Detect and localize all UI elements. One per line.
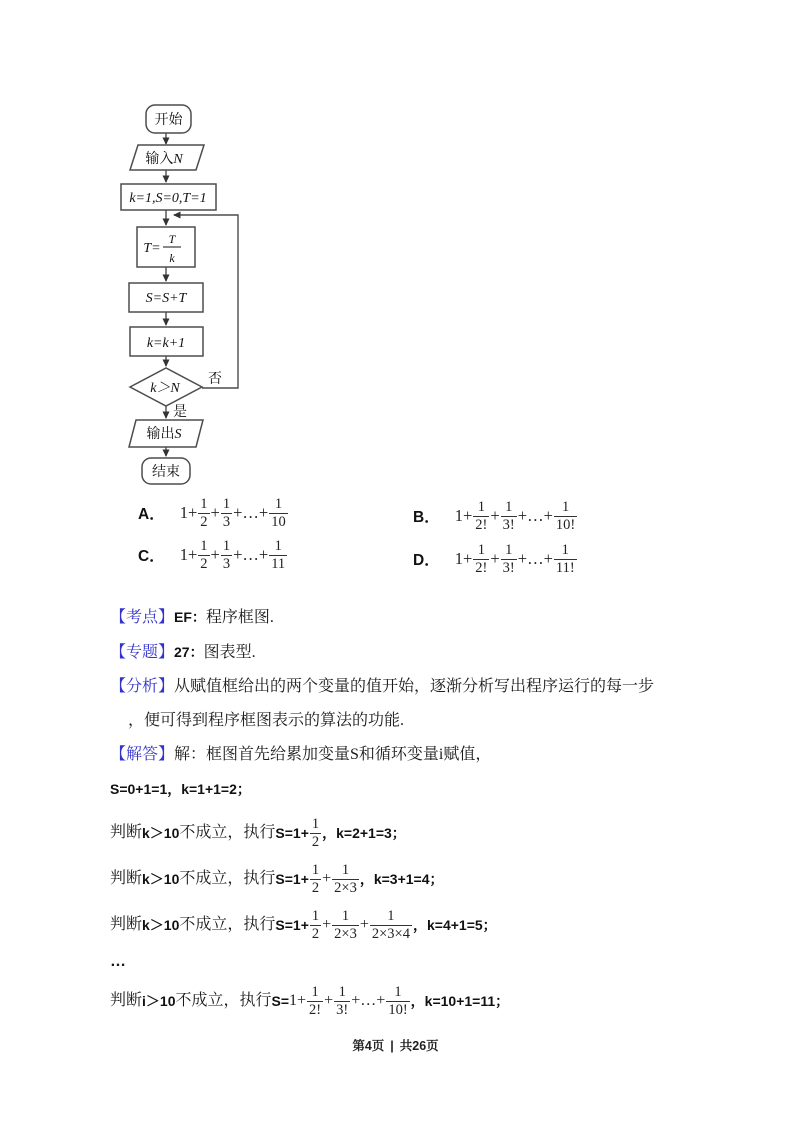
solution-body	[110, 606, 695, 1027]
flowchart-end-label: 结束	[152, 465, 180, 480]
answer-label: 【解答】	[110, 746, 175, 763]
footer-page-number: 第4页	[352, 1039, 385, 1053]
flowchart-increment-label: k=k+1	[146, 336, 186, 351]
solution-init-line: S=0+1=1，k=1+1=2；	[110, 781, 251, 797]
option-b-formula: 1+ $\frac{1}{2!}$ + $\frac{1}{3!}$ +…+ $\frac{1}{10!}$	[454, 499, 576, 533]
flowchart-assign-s-label: S=S+T	[145, 291, 187, 306]
analysis-line-1: 【分析】从赋值框给出的两个变量的值开始，逐渐分析写出程序运行的每一步	[110, 678, 655, 695]
option-d-formula: 1+ $\frac{1}{2!}$ + $\frac{1}{3!}$ +…+ $\frac{1}{11!}$	[454, 542, 575, 576]
solution-step-1: 判断 k＞10 不成立，执行 S=1+ $\frac{1}{2}$ ，k=2+1=3；	[110, 815, 406, 850]
topic-label: 【专题】	[110, 644, 175, 661]
topic-line: 【专题】27：图表型.	[110, 644, 256, 661]
option-d	[413, 542, 578, 576]
option-d-label: D．	[413, 552, 440, 570]
knowledge-point-line: 【考点】EF：程序框图.	[110, 609, 274, 626]
flowchart	[100, 90, 300, 495]
solution-step-3: 判断 k＞10 不成立，执行 S=1+ $\frac{1}{2}$ + $\frac{1}{2\times 3}$ + $\frac{1}{2\times 3\times 4}$ ，k=4+1=5；	[110, 907, 497, 942]
solution-step-2: 判断 k＞10 不成立，执行 S=1+ $\frac{1}{2}$ + $\frac{1}{2\times 3}$ ，k=3+1=4；	[110, 861, 444, 896]
option-b-label: B．	[413, 509, 440, 527]
analysis-label: 【分析】	[110, 678, 175, 695]
flowchart-output-label: 输出S	[146, 427, 182, 442]
option-a-formula: 1+ $\frac{1}{2}$ + $\frac{1}{3}$ +…+ $\frac{1}{10}$	[179, 496, 286, 530]
option-c	[138, 538, 288, 572]
flowchart-start-label: 开始	[154, 113, 183, 128]
footer-separator: |	[390, 1039, 394, 1053]
page-footer	[0, 1036, 791, 1054]
branch-yes-label: 是	[173, 405, 187, 420]
option-b	[413, 499, 578, 533]
ellipsis-line: …	[110, 953, 126, 970]
option-a-label: A．	[138, 506, 165, 524]
option-c-label: C．	[138, 548, 165, 566]
flowchart-assign-t-num: T	[168, 232, 176, 246]
option-a	[138, 496, 289, 530]
flowchart-assign-t-lhs: T=	[143, 241, 161, 256]
analysis-line-2: ，便可得到程序框图表示的算法的功能.	[128, 712, 405, 729]
knowledge-point-label: 【考点】	[110, 609, 175, 626]
footer-total-pages: 共26页	[399, 1039, 439, 1053]
flowchart-assign-t-den: k	[169, 251, 175, 265]
branch-no-label: 否	[208, 372, 222, 387]
solution-step-final: 判断 i＞10 不成立，执行 S= 1+ $\frac{1}{2!}$ + $\frac{1}{3!}$ +…+ $\frac{1}{10!}$ ，k=10+1=11；	[110, 983, 510, 1018]
flowchart-condition-label: k＞N	[150, 381, 180, 396]
flowchart-input-label: 输入N	[145, 152, 183, 167]
answer-line: 【解答】解：框图首先给累加变量S和循环变量i赋值，	[110, 746, 492, 763]
flowchart-init-label: k=1,S=0,T=1	[129, 191, 207, 206]
option-c-formula: 1+ $\frac{1}{2}$ + $\frac{1}{3}$ +…+ $\frac{1}{11}$	[179, 538, 286, 572]
